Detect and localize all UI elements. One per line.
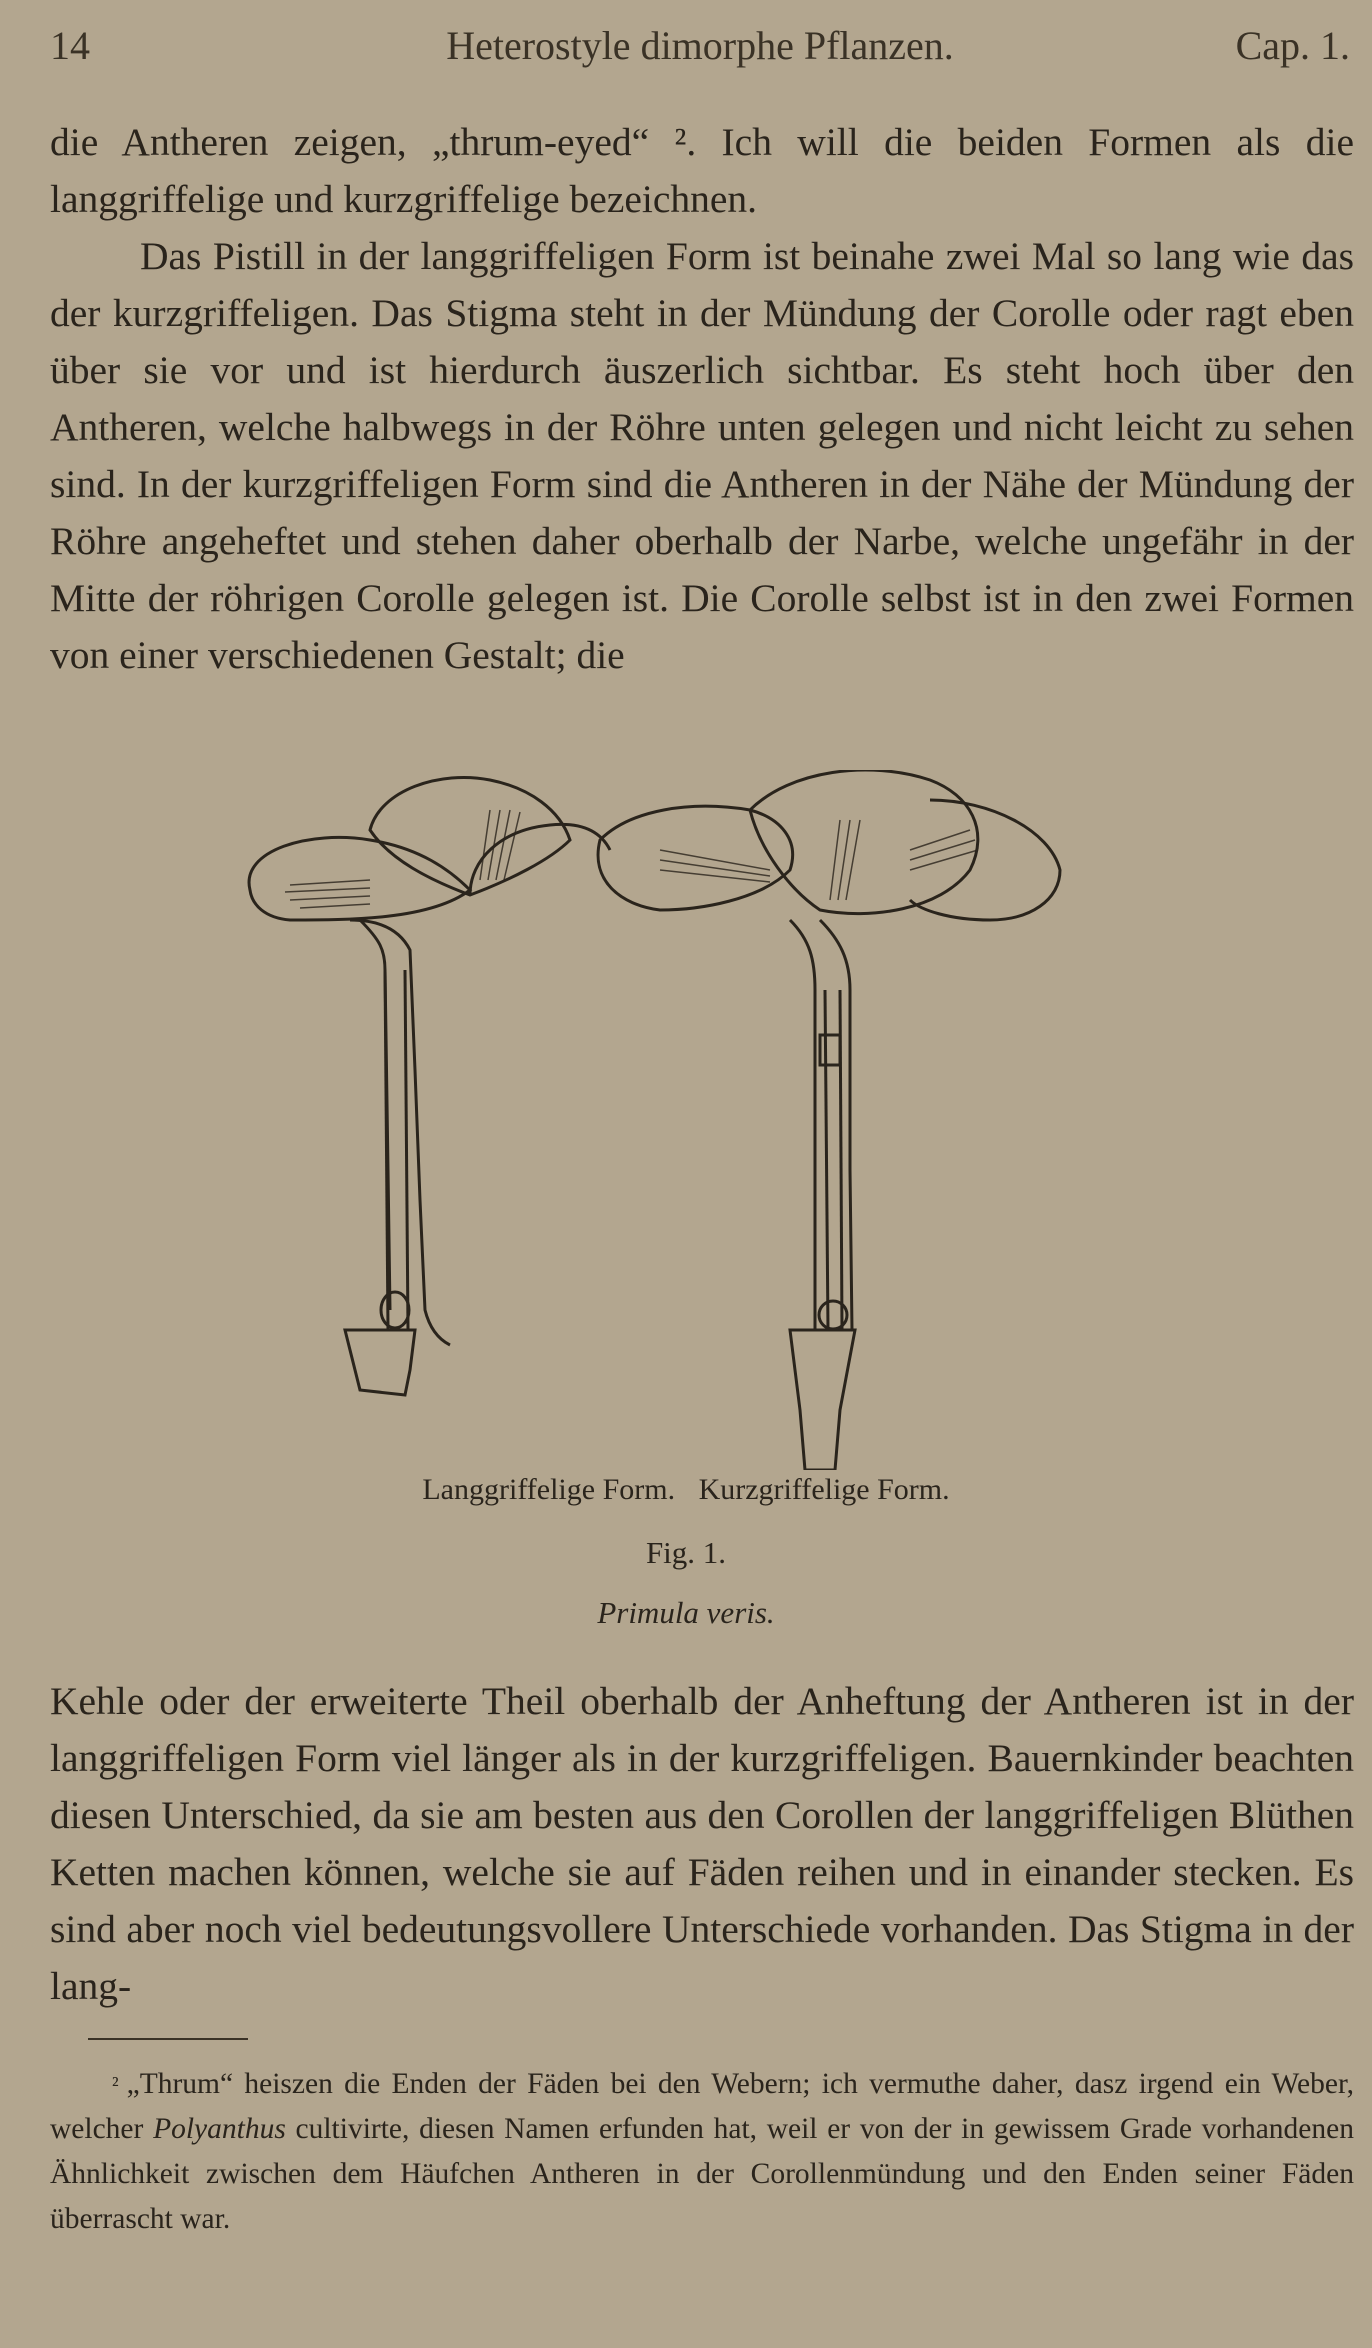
paragraph: die Antheren zeigen, „thrum-eyed“ ². Ich will die beiden Formen als die langgriffelige und kurzgriffelige bezeichnen. bbox=[50, 120, 1354, 221]
footnote-rule bbox=[88, 2038, 248, 2040]
primula-illustration bbox=[230, 770, 1150, 1470]
footnote-mark: ² bbox=[112, 2072, 119, 2097]
paragraph: Kehle oder der erweiterte Theil oberhalb der Anheftung der Antheren ist in der langgriffeligen Form viel länger als in der kurzgriffeligen. Bauernkinder beachten diesen Unterschied, da sie am besten aus den Corollen der langgriffeligen Blüthen Ketten machen können, welche sie auf Fäden reihen und in einander stecken. Es sind aber noch viel bedeutungsvollere Unterschiede vorhanden. Das Stigma in der lang- bbox=[50, 1679, 1354, 2008]
page-number: 14 bbox=[50, 23, 90, 68]
running-header bbox=[50, 22, 1350, 82]
left-flower-tube bbox=[350, 920, 450, 1345]
caption-long-styled: Langgriffelige Form. bbox=[422, 1473, 676, 1506]
right-flower-petal bbox=[750, 770, 978, 914]
footnote-italic: Polyanthus bbox=[153, 2113, 286, 2145]
body-text-top bbox=[50, 114, 1354, 684]
left-flower-calyx bbox=[345, 1330, 415, 1395]
left-flower-petal bbox=[370, 777, 570, 895]
paragraph: Das Pistill in der langgriffeligen Form ist beinahe zwei Mal so lang wie das der kurzgriffeligen. Das Stigma steht in der Mündung der Corolle oder ragt eben über sie vor und ist hierdurch äuszerlich sichtbar. Es steht hoch über den Antheren, welche halbwegs in der Röhre unten gelegen und nicht leicht zu sehen sind. In der kurzgriffeligen Form sind die Antheren in der Nähe der Mündung der Röhre angeheftet und stehen daher oberhalb der Narbe, welche ungefähr in der Mitte der röhrigen Corolle gelegen ist. Die Corolle selbst ist in den zwei Formen von einer verschiedenen Gestalt; die bbox=[50, 234, 1354, 677]
footnote-text: „Thrum“ heiszen die Enden der Fäden bei den Webern; ich vermuthe daher, dasz irgend ein Weber, welcher bbox=[50, 2068, 1354, 2145]
body-text-bottom bbox=[50, 1673, 1354, 2015]
species-name: Primula veris. bbox=[597, 1595, 775, 1630]
footnote-text: cultivirte, diesen Namen erfunden hat, weil er von der in gewissem Grade vorhandenen Ähnlichkeit zwischen dem Häufchen Antheren in der Corollenmündung und den Enden seiner Fäden überrascht war. bbox=[50, 2113, 1354, 2235]
footnote bbox=[50, 2062, 1354, 2242]
right-flower-calyx bbox=[790, 1330, 855, 1470]
right-flower-petal bbox=[598, 806, 793, 910]
right-flower-petal bbox=[910, 800, 1060, 920]
figure-number: Fig. 1. bbox=[645, 1535, 727, 1570]
running-title: Heterostyle dimorphe Pflanzen. bbox=[446, 23, 954, 68]
caption-short-styled: Kurzgriffelige Form. bbox=[698, 1473, 950, 1506]
left-flower-petal bbox=[249, 837, 470, 920]
chapter-label: Cap. 1. bbox=[1235, 23, 1350, 68]
